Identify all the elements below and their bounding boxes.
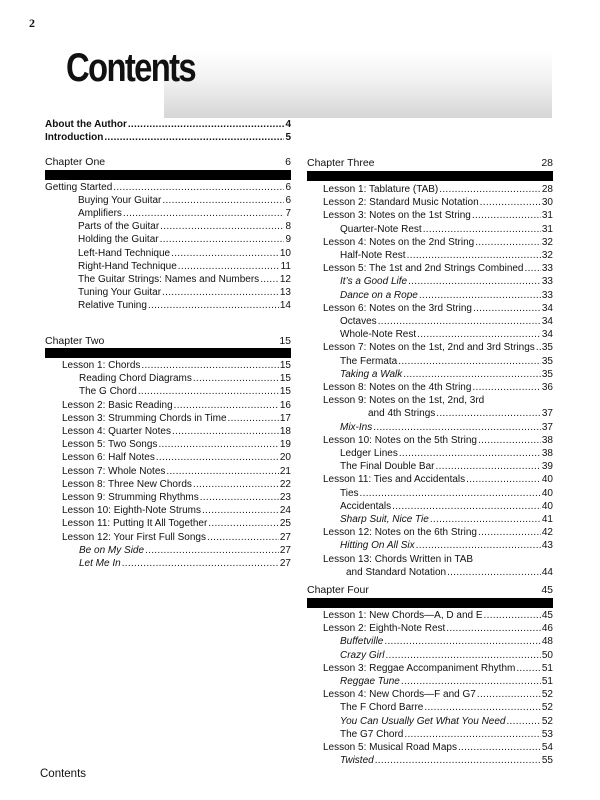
toc-entry bbox=[340, 729, 553, 741]
toc-entry bbox=[323, 663, 553, 675]
dot-leader bbox=[392, 501, 541, 513]
toc-entry-page: 18 bbox=[279, 426, 291, 437]
toc-entry bbox=[323, 263, 553, 275]
toc-entry-page: 33 bbox=[541, 289, 553, 301]
page-footer: Contents bbox=[40, 768, 87, 780]
toc-entry-title: Reading Chord Diagrams bbox=[79, 373, 192, 385]
chapter-rule bbox=[45, 170, 291, 180]
toc-entry-title: and Standard Notation bbox=[346, 566, 447, 578]
chapter-heading bbox=[45, 156, 291, 168]
toc-entry-title: Lesson 3: Notes on the 1st String bbox=[323, 210, 471, 222]
toc-entry-title: Lesson 8: Three New Chords bbox=[62, 478, 192, 490]
toc-entry bbox=[340, 755, 553, 767]
dot-leader bbox=[407, 250, 541, 262]
dot-leader bbox=[472, 210, 541, 222]
toc-entry-title: Lesson 4: Notes on the 2nd String bbox=[323, 236, 475, 248]
toc-entry-page: 35 bbox=[541, 355, 553, 367]
dot-leader bbox=[207, 532, 279, 544]
chapter-page: 6 bbox=[285, 156, 291, 168]
toc-entry bbox=[79, 386, 291, 398]
dot-leader bbox=[208, 518, 279, 530]
toc-entry-page: 48 bbox=[541, 636, 553, 648]
toc-entry-page: 15 bbox=[279, 373, 291, 385]
toc-entry-page: 24 bbox=[279, 505, 291, 517]
toc-entry bbox=[346, 567, 553, 579]
dot-leader bbox=[148, 300, 279, 312]
chapter-page: 15 bbox=[279, 335, 291, 347]
toc-entry-title: Accidentals bbox=[340, 500, 392, 512]
toc-entry-page: 52 bbox=[541, 715, 553, 727]
toc-entry-title: Lesson 1: Tablature (TAB) bbox=[323, 184, 439, 195]
chapter-rule bbox=[307, 598, 553, 608]
toc-entry bbox=[323, 554, 553, 566]
toc-entry-title: The G Chord bbox=[79, 386, 137, 398]
toc-entry-title: Ties bbox=[340, 487, 359, 499]
toc-entry bbox=[62, 360, 291, 372]
toc-entry-page: 55 bbox=[541, 755, 553, 767]
dot-leader bbox=[480, 197, 541, 209]
chapter-title: Chapter Four bbox=[307, 584, 369, 596]
toc-entry-page: 14 bbox=[279, 299, 291, 311]
toc-entry-page: 41 bbox=[541, 514, 553, 525]
dot-leader bbox=[424, 702, 541, 714]
toc-entry bbox=[340, 369, 553, 381]
dot-leader bbox=[202, 505, 279, 517]
toc-entry-title: Buying Your Guitar bbox=[78, 195, 162, 207]
dot-leader bbox=[160, 221, 284, 233]
toc-entry-page: 19 bbox=[279, 439, 291, 451]
dot-leader bbox=[408, 276, 541, 288]
toc-entry bbox=[62, 413, 291, 425]
toc-entry bbox=[323, 197, 553, 209]
toc-entry-title: You Can Usually Get What You Need bbox=[340, 715, 506, 727]
dot-leader bbox=[477, 689, 541, 701]
toc-entry-page: 9 bbox=[285, 234, 291, 246]
toc-entry-title: Lesson 1: Chords bbox=[62, 360, 141, 371]
dot-leader bbox=[141, 360, 278, 372]
toc-entry bbox=[340, 636, 553, 648]
toc-entry-page: 25 bbox=[279, 518, 291, 530]
dot-leader bbox=[156, 452, 279, 464]
toc-entry bbox=[79, 545, 291, 557]
toc-entry bbox=[340, 422, 553, 434]
toc-entry bbox=[340, 540, 553, 552]
page-number: 2 bbox=[29, 16, 35, 30]
toc-entry-title: Taking a Walk bbox=[340, 368, 403, 380]
dot-leader bbox=[145, 545, 279, 557]
toc-entry-title: Twisted bbox=[340, 755, 374, 767]
toc-entry-page: 52 bbox=[541, 689, 553, 701]
toc-entry-page: 54 bbox=[541, 742, 553, 753]
toc-entry bbox=[79, 373, 291, 385]
toc-entry-page: 5 bbox=[285, 132, 291, 143]
toc-entry-title: Crazy Girl bbox=[340, 649, 385, 661]
dot-leader bbox=[228, 413, 279, 425]
dot-leader bbox=[200, 492, 279, 504]
toc-entry bbox=[323, 210, 553, 222]
toc-entry-page: 34 bbox=[541, 302, 553, 314]
toc-entry-title: Lesson 5: Two Songs bbox=[62, 439, 158, 451]
toc-entry-page: 45 bbox=[541, 610, 553, 621]
toc-entry-page: 31 bbox=[541, 223, 553, 235]
toc-entry-page: 35 bbox=[541, 368, 553, 380]
toc-entry-page: 17 bbox=[279, 412, 291, 424]
toc-entry-title: About the Author bbox=[45, 119, 127, 130]
toc-entry-page: 6 bbox=[285, 195, 291, 207]
dot-leader bbox=[162, 195, 284, 207]
dot-leader bbox=[378, 316, 541, 328]
toc-entry-title: Amplifiers bbox=[78, 208, 122, 220]
toc-entry bbox=[340, 716, 553, 728]
dot-leader bbox=[193, 373, 279, 385]
dot-leader bbox=[401, 676, 541, 688]
toc-entry-title: Reggae Tune bbox=[340, 676, 400, 687]
dot-leader bbox=[417, 329, 541, 341]
toc-entry-title: Quarter-Note Rest bbox=[340, 223, 422, 235]
toc-entry-title: The Final Double Bar bbox=[340, 461, 435, 473]
toc-entry-page: 23 bbox=[279, 492, 291, 503]
toc-entry bbox=[323, 184, 553, 196]
dot-leader bbox=[178, 261, 280, 273]
dot-leader bbox=[430, 514, 541, 526]
toc-entry-page: 35 bbox=[541, 342, 553, 354]
toc-entry-title: The F Chord Barre bbox=[340, 702, 424, 714]
toc-entry-title: Lesson 1: New Chords—A, D and E bbox=[323, 610, 483, 621]
toc-entry bbox=[78, 248, 291, 260]
dot-leader bbox=[403, 369, 541, 381]
toc-entry bbox=[78, 261, 291, 273]
toc-entry-title: Lesson 10: Eighth-Note Strums bbox=[62, 505, 201, 517]
toc-entry bbox=[62, 452, 291, 464]
toc-entry-title: Mix-Ins bbox=[340, 421, 373, 433]
toc-entry-title: Lesson 7: Notes on the 1st, 2nd and 3rd Strings bbox=[323, 342, 535, 354]
toc-entry-title: Lesson 13: Chords Written in TAB bbox=[323, 553, 474, 565]
toc-entry-page: 15 bbox=[279, 386, 291, 398]
dot-leader bbox=[404, 729, 541, 741]
toc-entry-page: 7 bbox=[285, 208, 291, 220]
toc-entry-page: 40 bbox=[541, 474, 553, 486]
toc-entry bbox=[62, 505, 291, 517]
toc-entry bbox=[323, 395, 553, 407]
toc-entry bbox=[78, 234, 291, 246]
dot-leader bbox=[122, 558, 279, 570]
dot-leader bbox=[171, 248, 279, 260]
toc-entry-title: Getting Started bbox=[45, 182, 113, 193]
dot-leader bbox=[478, 527, 541, 539]
dot-leader bbox=[373, 422, 541, 434]
toc-entry-title: Right-Hand Technique bbox=[78, 260, 177, 272]
chapter-rule bbox=[45, 348, 291, 358]
dot-leader bbox=[123, 208, 285, 220]
toc-entry-page: 27 bbox=[279, 544, 291, 556]
chapter-title: Chapter One bbox=[45, 156, 106, 168]
toc-entry bbox=[340, 290, 553, 302]
toc-entry-title: Lesson 11: Ties and Accidentals bbox=[323, 474, 466, 486]
toc-entry-title: Lesson 7: Whole Notes bbox=[62, 465, 166, 477]
toc-entry bbox=[45, 182, 291, 194]
dot-leader bbox=[158, 439, 278, 451]
toc-entry-page: 50 bbox=[541, 649, 553, 661]
toc-entry-page: 53 bbox=[541, 728, 553, 740]
toc-entry-page: 43 bbox=[541, 540, 553, 552]
toc-entry bbox=[340, 448, 553, 460]
dot-leader bbox=[384, 636, 541, 648]
toc-entry-title: Introduction bbox=[45, 132, 104, 143]
dot-leader bbox=[360, 488, 541, 500]
toc-entry-page: 52 bbox=[541, 702, 553, 714]
toc-entry bbox=[78, 300, 291, 312]
dot-leader bbox=[193, 479, 279, 491]
dot-leader bbox=[447, 567, 541, 579]
toc-entry bbox=[323, 610, 553, 622]
chapter-heading bbox=[307, 157, 553, 169]
toc-entry bbox=[340, 514, 553, 526]
toc-entry-title: The Guitar Strings: Names and Numbers bbox=[78, 273, 260, 285]
toc-entry bbox=[340, 316, 553, 328]
dot-leader bbox=[446, 623, 541, 635]
toc-entry bbox=[78, 195, 291, 207]
toc-entry-page: 38 bbox=[541, 434, 553, 446]
toc-entry-title: Lesson 2: Eighth-Note Rest bbox=[323, 623, 446, 635]
toc-entry bbox=[340, 461, 553, 473]
toc-entry bbox=[62, 518, 291, 530]
toc-entry-title: Sharp Suit, Nice Tie bbox=[340, 514, 429, 525]
toc-entry bbox=[368, 408, 553, 420]
chapter-heading bbox=[45, 335, 291, 347]
dot-leader bbox=[138, 386, 279, 398]
toc-entry bbox=[62, 400, 291, 412]
front-matter-entry bbox=[45, 132, 291, 144]
toc-entry bbox=[340, 488, 553, 500]
toc-entry-title: Dance on a Rope bbox=[340, 289, 418, 301]
toc-entry-title: Lesson 2: Standard Music Notation bbox=[323, 197, 479, 209]
toc-entry-page: 16 bbox=[279, 399, 291, 411]
toc-entry bbox=[323, 623, 553, 635]
toc-entry-page: 33 bbox=[541, 276, 553, 288]
toc-entry-page: 11 bbox=[280, 260, 291, 272]
dot-leader bbox=[436, 408, 541, 420]
toc-entry bbox=[62, 426, 291, 438]
toc-entry-title: Ledger Lines bbox=[340, 448, 398, 459]
toc-entry bbox=[323, 237, 553, 249]
chapter-page: 28 bbox=[541, 157, 553, 169]
toc-entry-title: Lesson 3: Reggae Accompaniment Rhythm bbox=[323, 662, 516, 674]
toc-entry-page: 36 bbox=[541, 382, 553, 393]
dot-leader bbox=[506, 716, 540, 728]
toc-entry-title: Octaves bbox=[340, 316, 377, 327]
toc-entry bbox=[323, 474, 553, 486]
toc-entry-page: 39 bbox=[541, 461, 553, 473]
dot-leader bbox=[172, 426, 279, 438]
chapter-title: Chapter Two bbox=[45, 335, 105, 347]
toc-entry-title: Lesson 5: Musical Road Maps bbox=[323, 742, 457, 753]
title-banner bbox=[164, 51, 552, 118]
toc-entry-title: Lesson 12: Notes on the 6th String bbox=[323, 527, 477, 539]
toc-entry-page: 32 bbox=[541, 236, 553, 248]
toc-entry-page: 32 bbox=[541, 250, 553, 261]
dot-leader bbox=[472, 382, 540, 394]
chapter-rule bbox=[307, 171, 553, 181]
toc-entry bbox=[323, 742, 553, 754]
toc-entry-title: Holding the Guitar bbox=[78, 234, 159, 246]
toc-entry bbox=[340, 276, 553, 288]
toc-entry bbox=[323, 342, 553, 354]
toc-entry bbox=[79, 558, 291, 570]
toc-entry-page: 6 bbox=[285, 182, 291, 193]
dot-leader bbox=[439, 184, 541, 196]
dot-leader bbox=[436, 461, 541, 473]
front-matter-entry bbox=[45, 119, 291, 131]
toc-entry-page: 42 bbox=[541, 527, 553, 539]
toc-entry-title: It’s a Good Life bbox=[340, 276, 408, 288]
dot-leader bbox=[458, 742, 541, 754]
toc-entry-title: Lesson 9: Strumming Rhythms bbox=[62, 492, 199, 503]
dot-leader bbox=[128, 119, 285, 131]
toc-entry bbox=[78, 221, 291, 233]
toc-entry-page: 8 bbox=[285, 221, 291, 233]
toc-entry-title: Relative Tuning bbox=[78, 299, 147, 311]
toc-entry bbox=[340, 501, 553, 513]
toc-entry bbox=[62, 466, 291, 478]
toc-entry bbox=[62, 439, 291, 451]
toc-entry bbox=[62, 532, 291, 544]
toc-entry bbox=[323, 303, 553, 315]
toc-entry-page: 37 bbox=[541, 408, 553, 420]
dot-leader bbox=[385, 650, 540, 662]
toc-entry-title: The G7 Chord bbox=[340, 728, 404, 740]
toc-entry-page: 15 bbox=[279, 360, 291, 371]
dot-leader bbox=[162, 287, 279, 299]
toc-entry-title: Lesson 12: Your First Full Songs bbox=[62, 531, 206, 543]
dot-leader bbox=[466, 474, 541, 486]
toc-entry-title: Hitting On All Six bbox=[340, 540, 415, 552]
toc-entry bbox=[340, 329, 553, 341]
toc-entry bbox=[340, 224, 553, 236]
toc-entry-page: 28 bbox=[541, 184, 553, 195]
toc-entry-title: Whole-Note Rest bbox=[340, 329, 417, 341]
toc-entry-title: Lesson 10: Notes on the 5th String bbox=[323, 434, 477, 446]
chapter-page: 45 bbox=[541, 584, 553, 596]
toc-entry-page: 20 bbox=[279, 452, 291, 464]
toc-entry-title: The Fermata bbox=[340, 355, 398, 367]
toc-entry-page: 51 bbox=[541, 676, 553, 687]
dot-leader bbox=[113, 182, 284, 194]
toc-entry-title: Lesson 4: Quarter Notes bbox=[62, 426, 171, 437]
toc-entry bbox=[323, 689, 553, 701]
toc-entry-page: 33 bbox=[541, 263, 553, 275]
toc-entry-page: 4 bbox=[285, 119, 291, 130]
toc-entry bbox=[323, 435, 553, 447]
toc-entry bbox=[323, 382, 553, 394]
toc-entry bbox=[62, 492, 291, 504]
toc-entry-title: Buffetville bbox=[340, 636, 384, 648]
toc-entry-title: and 4th Strings bbox=[368, 408, 436, 420]
page-title: Contents bbox=[66, 46, 196, 90]
toc-entry-page: 46 bbox=[541, 623, 553, 635]
chapter-heading bbox=[307, 584, 553, 596]
dot-leader bbox=[375, 755, 541, 767]
dot-leader bbox=[516, 663, 541, 675]
toc-entry bbox=[78, 274, 291, 286]
toc-entry-page: 38 bbox=[541, 448, 553, 459]
dot-leader bbox=[160, 234, 285, 246]
toc-entry-title: Lesson 6: Notes on the 3rd String bbox=[323, 302, 472, 314]
toc-entry-page: 51 bbox=[541, 662, 553, 674]
dot-leader bbox=[478, 435, 541, 447]
dot-leader bbox=[174, 400, 279, 412]
toc-entry bbox=[340, 650, 553, 662]
dot-leader bbox=[399, 448, 541, 460]
dot-leader bbox=[475, 237, 541, 249]
toc-entry bbox=[62, 479, 291, 491]
toc-entry-page: 34 bbox=[541, 329, 553, 341]
toc-entry-page: 40 bbox=[541, 487, 553, 499]
dot-leader bbox=[260, 274, 279, 286]
toc-entry-page: 13 bbox=[279, 286, 291, 298]
toc-entry bbox=[340, 250, 553, 262]
toc-entry bbox=[340, 356, 553, 368]
toc-entry-title: Lesson 3: Strumming Chords in Time bbox=[62, 412, 227, 424]
chapter-title: Chapter Three bbox=[307, 157, 375, 169]
toc-entry-title: Lesson 8: Notes on the 4th String bbox=[323, 382, 472, 393]
toc-entry-page: 10 bbox=[279, 247, 291, 259]
dot-leader bbox=[423, 224, 541, 236]
dot-leader bbox=[398, 356, 541, 368]
toc-entry bbox=[78, 208, 291, 220]
toc-entry-page: 34 bbox=[541, 316, 553, 327]
toc-entry-page: 44 bbox=[541, 566, 553, 578]
toc-entry-title: Lesson 6: Half Notes bbox=[62, 452, 155, 464]
dot-leader bbox=[484, 610, 541, 622]
dot-leader bbox=[419, 290, 541, 302]
toc-entry-page: 12 bbox=[279, 273, 291, 285]
toc-entry-title: Be on My Side bbox=[79, 544, 145, 556]
toc-entry-title: Lesson 2: Basic Reading bbox=[62, 399, 173, 411]
toc-entry-page: 40 bbox=[541, 500, 553, 512]
dot-leader bbox=[525, 263, 541, 275]
toc-entry bbox=[78, 287, 291, 299]
toc-entry-title: Left-Hand Technique bbox=[78, 247, 171, 259]
toc-entry-page: 22 bbox=[279, 478, 291, 490]
toc-entry-title: Lesson 5: The 1st and 2nd Strings Combined bbox=[323, 263, 524, 275]
toc-entry bbox=[340, 702, 553, 714]
toc-entry-page: 21 bbox=[279, 465, 291, 477]
dot-leader bbox=[473, 303, 541, 315]
toc-entry-title: Half-Note Rest bbox=[340, 250, 406, 261]
toc-entry-title: Lesson 4: New Chords—F and G7 bbox=[323, 689, 476, 701]
dot-leader bbox=[416, 540, 541, 552]
toc-entry-title: Let Me In bbox=[79, 558, 121, 569]
dot-leader bbox=[536, 342, 541, 354]
toc-entry-title: Parts of the Guitar bbox=[78, 221, 160, 233]
toc-entry-page: 30 bbox=[541, 197, 553, 209]
dot-leader bbox=[166, 466, 278, 478]
dot-leader bbox=[104, 132, 284, 144]
toc-entry bbox=[323, 527, 553, 539]
toc-entry-title: Lesson 9: Notes on the 1st, 2nd, 3rd bbox=[323, 395, 485, 407]
toc-entry-page: 31 bbox=[541, 210, 553, 222]
toc-entry-title: Lesson 11: Putting It All Together bbox=[62, 518, 208, 530]
toc-entry-page: 27 bbox=[279, 558, 291, 569]
toc-entry bbox=[340, 676, 553, 688]
toc-entry-title: Tuning Your Guitar bbox=[78, 286, 162, 298]
toc-entry-page: 37 bbox=[541, 421, 553, 433]
toc-entry-page: 27 bbox=[279, 531, 291, 543]
